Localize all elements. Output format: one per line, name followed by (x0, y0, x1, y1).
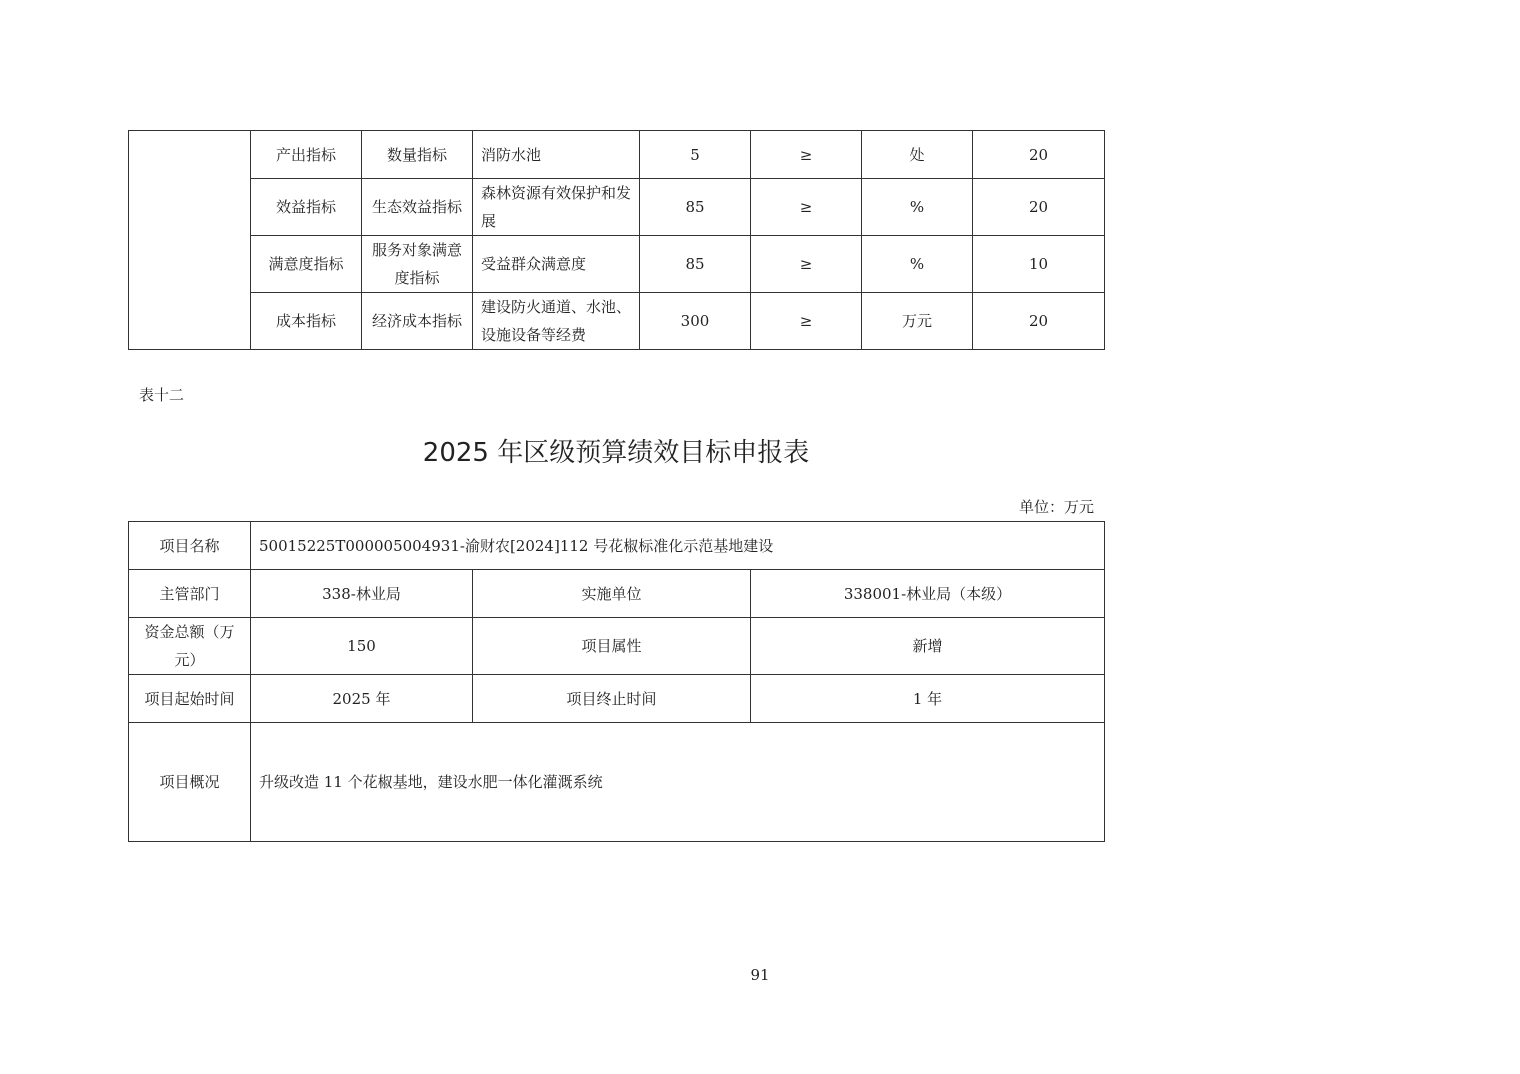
overview-label: 项目概况 (129, 723, 251, 842)
dept-value: 338-林业局 (251, 570, 473, 618)
indicator-name: 建设防火通道、水池、设施设备等经费 (473, 293, 640, 350)
indicator-operator: ≥ (751, 236, 862, 293)
impl-value: 338001-林业局（本级） (751, 570, 1105, 618)
indicator-table (128, 130, 1105, 350)
table-label: 表十二 (139, 386, 185, 404)
indicator-weight: 20 (973, 131, 1105, 179)
indicator-subcategory: 服务对象满意度指标 (362, 236, 473, 293)
page-number: 91 (750, 966, 770, 984)
indicator-unit: % (862, 236, 973, 293)
indicator-weight: 20 (973, 293, 1105, 350)
fund-label: 资金总额（万元） (129, 618, 251, 675)
table-row (129, 293, 1105, 350)
indicator-value: 85 (640, 179, 751, 236)
indicator-value: 85 (640, 236, 751, 293)
indicator-category: 成本指标 (251, 293, 362, 350)
indicator-subcategory: 生态效益指标 (362, 179, 473, 236)
indicator-category: 满意度指标 (251, 236, 362, 293)
indicator-subcategory: 数量指标 (362, 131, 473, 179)
indicator-name: 森林资源有效保护和发展 (473, 179, 640, 236)
table-row (129, 675, 1105, 723)
indicator-value: 5 (640, 131, 751, 179)
indicator-operator: ≥ (751, 293, 862, 350)
table-row (129, 131, 1105, 179)
fund-value: 150 (251, 618, 473, 675)
indicator-category: 效益指标 (251, 179, 362, 236)
indicator-unit: 万元 (862, 293, 973, 350)
project-name-label: 项目名称 (129, 522, 251, 570)
indicator-weight: 10 (973, 236, 1105, 293)
indicator-unit: 处 (862, 131, 973, 179)
start-label: 项目起始时间 (129, 675, 251, 723)
dept-label: 主管部门 (129, 570, 251, 618)
attr-label: 项目属性 (473, 618, 751, 675)
project-name-value: 50015225T000005004931-渝财农[2024]112 号花椒标准化示范基地建设 (251, 522, 1105, 570)
table-row (129, 236, 1105, 293)
indicator-weight: 20 (973, 179, 1105, 236)
end-value: 1 年 (751, 675, 1105, 723)
table-row (129, 522, 1105, 570)
impl-label: 实施单位 (473, 570, 751, 618)
indicator-operator: ≥ (751, 179, 862, 236)
indicator-category: 产出指标 (251, 131, 362, 179)
indicator-name: 消防水池 (473, 131, 640, 179)
indicator-name: 受益群众满意度 (473, 236, 640, 293)
indicator-value: 300 (640, 293, 751, 350)
start-value: 2025 年 (251, 675, 473, 723)
table-row (129, 570, 1105, 618)
table-row (129, 618, 1105, 675)
unit-label: 单位：万元 (1018, 498, 1094, 516)
overview-value: 升级改造 11 个花椒基地，建设水肥一体化灌溉系统 (251, 723, 1105, 842)
end-label: 项目终止时间 (473, 675, 751, 723)
empty-cell (129, 131, 251, 350)
table-row (129, 723, 1105, 842)
attr-value: 新增 (751, 618, 1105, 675)
indicator-subcategory: 经济成本指标 (362, 293, 473, 350)
indicator-unit: % (862, 179, 973, 236)
table-row (129, 179, 1105, 236)
form-title: 2025 年区级预算绩效目标申报表 (422, 438, 810, 468)
project-form-table (128, 521, 1105, 842)
indicator-operator: ≥ (751, 131, 862, 179)
